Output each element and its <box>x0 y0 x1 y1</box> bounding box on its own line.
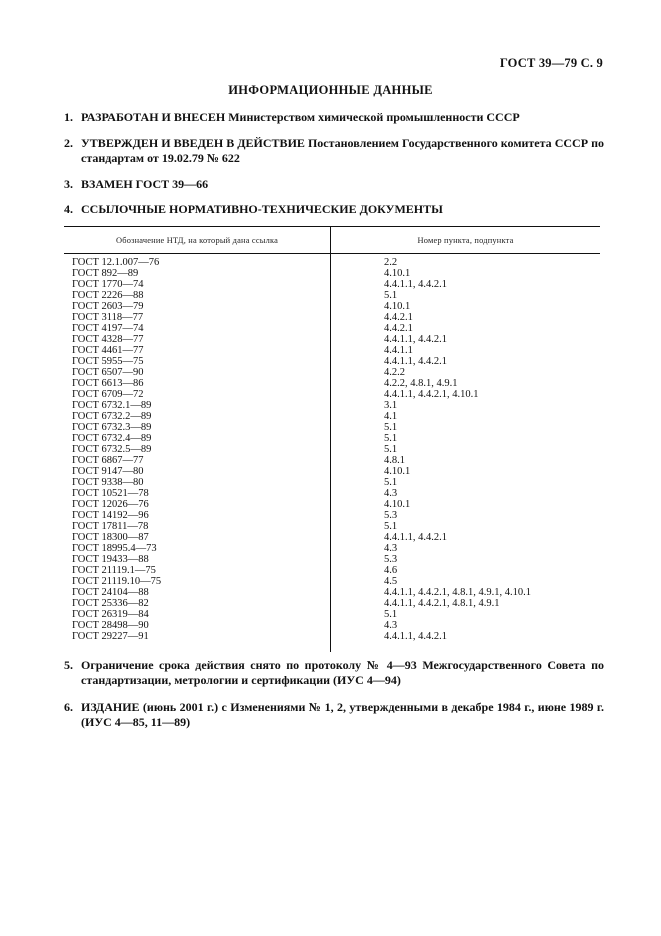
item-text: РАЗРАБОТАН И ВНЕСЕН Министерством химической промышленности СССР <box>81 110 520 124</box>
document-designation-cell: ГОСТ 4461—77 <box>64 345 331 356</box>
document-designation-cell: ГОСТ 25336—82 <box>64 598 331 609</box>
table-row <box>64 345 600 356</box>
table-row <box>64 631 600 652</box>
document-designation-cell: ГОСТ 6507—90 <box>64 367 331 378</box>
table-row <box>64 378 600 389</box>
item-number: 2. <box>64 136 73 150</box>
clause-number-cell: 4.4.1.1, 4.4.2.1 <box>384 631 447 642</box>
clause-number-cell: 5.1 <box>384 433 398 444</box>
clause-number-cell: 4.4.1.1, 4.4.2.1 <box>384 334 447 345</box>
clause-number-cell: 5.1 <box>384 444 398 455</box>
info-item-4 <box>64 202 604 217</box>
clause-number-cell: 4.3 <box>384 488 398 499</box>
document-designation-cell: ГОСТ 6709—72 <box>64 389 331 400</box>
document-designation-cell: ГОСТ 4328—77 <box>64 334 331 345</box>
document-designation-cell: ГОСТ 2226—88 <box>64 290 331 301</box>
table-row <box>64 254 600 269</box>
item-text: ИЗДАНИЕ (июнь 2001 г.) с Изменениями № 1, 2, утвержденными в декабре 1984 г., июне 1989 г. (ИУС 4—85, 11—89) <box>81 700 604 729</box>
document-designation-cell: ГОСТ 26319—84 <box>64 609 331 620</box>
table-row <box>64 433 600 444</box>
document-designation-cell: ГОСТ 18300—87 <box>64 532 331 543</box>
document-designation-cell: ГОСТ 10521—78 <box>64 488 331 499</box>
item-text: УТВЕРЖДЕН И ВВЕДЕН В ДЕЙСТВИЕ Постановлением Государственного комитета СССР по стандартам от 19.02.79 № 622 <box>81 136 604 165</box>
document-designation-cell: ГОСТ 14192—96 <box>64 510 331 521</box>
clause-number-cell: 4.4.1.1 <box>384 345 413 356</box>
clause-number-cell: 4.10.1 <box>384 499 411 510</box>
table-row <box>64 565 600 576</box>
reference-documents-table <box>64 226 600 652</box>
info-item-1 <box>64 110 604 125</box>
clause-number-cell: 2.2 <box>384 257 398 268</box>
section-title: ИНФОРМАЦИОННЫЕ ДАННЫЕ <box>228 83 433 97</box>
table-row <box>64 301 600 312</box>
table-row <box>64 466 600 477</box>
document-designation-cell: ГОСТ 28498—90 <box>64 620 331 631</box>
clause-number-cell: 4.4.1.1, 4.4.2.1, 4.10.1 <box>384 389 479 400</box>
clause-number-cell: 5.1 <box>384 521 398 532</box>
clause-number-cell: 4.10.1 <box>384 301 411 312</box>
table-row <box>64 510 600 521</box>
table-row <box>64 488 600 499</box>
table-row <box>64 279 600 290</box>
clause-number-cell: 5.1 <box>384 477 398 488</box>
clause-number-cell: 4.4.2.1 <box>384 323 413 334</box>
item-number: 5. <box>64 658 73 672</box>
clause-number-cell: 4.8.1 <box>384 455 405 466</box>
table-row <box>64 598 600 609</box>
clause-number-cell: 4.5 <box>384 576 398 587</box>
table-header-row <box>64 227 600 254</box>
clause-number-cell: 4.4.1.1, 4.4.2.1 <box>384 279 447 290</box>
clause-number-cell: 4.10.1 <box>384 466 411 477</box>
clause-number-cell: 4.6 <box>384 565 398 576</box>
column-header-document: Обозначение НТД, на который дана ссылка <box>64 227 331 254</box>
document-designation-cell: ГОСТ 21119.1—75 <box>64 565 331 576</box>
table-row <box>64 587 600 598</box>
clause-number-cell: 5.1 <box>384 290 398 301</box>
item-text: ССЫЛОЧНЫЕ НОРМАТИВНО-ТЕХНИЧЕСКИЕ ДОКУМЕНТЫ <box>81 202 443 216</box>
document-designation-cell: ГОСТ 6732.4—89 <box>64 433 331 444</box>
document-designation-cell: ГОСТ 18995.4—73 <box>64 543 331 554</box>
clause-number-cell: 4.10.1 <box>384 268 411 279</box>
clause-number-cell: 4.4.1.1, 4.4.2.1, 4.8.1, 4.9.1, 4.10.1 <box>384 587 531 598</box>
document-designation-cell: ГОСТ 9147—80 <box>64 466 331 477</box>
column-header-clause: Номер пункта, подпункта <box>331 227 601 254</box>
clause-number-cell: 4.1 <box>384 411 398 422</box>
clause-number-cell: 4.4.1.1, 4.4.2.1 <box>384 356 447 367</box>
document-designation-cell: ГОСТ 3118—77 <box>64 312 331 323</box>
document-designation-cell: ГОСТ 1770—74 <box>64 279 331 290</box>
table-row <box>64 389 600 400</box>
clause-number-cell: 4.3 <box>384 543 398 554</box>
table-row <box>64 444 600 455</box>
table-row <box>64 554 600 565</box>
document-designation-cell: ГОСТ 29227—91 <box>64 631 331 652</box>
clause-number-cell: 4.4.1.1, 4.4.2.1 <box>384 532 447 543</box>
document-designation-cell: ГОСТ 12026—76 <box>64 499 331 510</box>
item-number: 3. <box>64 177 73 191</box>
document-designation-cell: ГОСТ 12.1.007—76 <box>64 254 331 269</box>
document-designation-cell: ГОСТ 24104—88 <box>64 587 331 598</box>
table-row <box>64 455 600 466</box>
table-row <box>64 499 600 510</box>
item-text: ВЗАМЕН ГОСТ 39—66 <box>81 177 209 191</box>
table-row <box>64 268 600 279</box>
table-row <box>64 543 600 554</box>
document-designation-cell: ГОСТ 2603—79 <box>64 301 331 312</box>
item-number: 1. <box>64 110 73 124</box>
document-designation-cell: ГОСТ 6732.2—89 <box>64 411 331 422</box>
page-header-doc-ref: ГОСТ 39—79 С. 9 <box>499 56 603 70</box>
document-designation-cell: ГОСТ 6732.1—89 <box>64 400 331 411</box>
document-designation-cell: ГОСТ 9338—80 <box>64 477 331 488</box>
document-designation-cell: ГОСТ 5955—75 <box>64 356 331 367</box>
document-designation-cell: ГОСТ 19433—88 <box>64 554 331 565</box>
table-row <box>64 312 600 323</box>
table-row <box>64 576 600 587</box>
document-designation-cell: ГОСТ 17811—78 <box>64 521 331 532</box>
clause-number-cell: 4.2.2 <box>384 367 405 378</box>
table-row <box>64 367 600 378</box>
item-number: 6. <box>64 700 73 714</box>
document-designation-cell: ГОСТ 21119.10—75 <box>64 576 331 587</box>
table-row <box>64 411 600 422</box>
document-designation-cell: ГОСТ 6613—86 <box>64 378 331 389</box>
clause-number-cell: 3.1 <box>384 400 398 411</box>
clause-number-cell: 4.2.2, 4.8.1, 4.9.1 <box>384 378 458 389</box>
item-text: Ограничение срока действия снято по протоколу № 4—93 Межгосударственного Совета по стандартизации, метрологии и сертификации (ИУС 4—94) <box>81 658 604 687</box>
clause-number-cell: 4.4.2.1 <box>384 312 413 323</box>
table-row <box>64 290 600 301</box>
table-row <box>64 334 600 345</box>
document-designation-cell: ГОСТ 892—89 <box>64 268 331 279</box>
table-row <box>64 609 600 620</box>
document-designation-cell: ГОСТ 6867—77 <box>64 455 331 466</box>
table-row <box>64 521 600 532</box>
table-row <box>64 532 600 543</box>
clause-number-cell: 4.3 <box>384 620 398 631</box>
document-designation-cell: ГОСТ 6732.5—89 <box>64 444 331 455</box>
item-number: 4. <box>64 202 73 216</box>
info-item-3 <box>64 177 604 192</box>
document-designation-cell: ГОСТ 4197—74 <box>64 323 331 334</box>
clause-number-cell: 5.1 <box>384 609 398 620</box>
table-row <box>64 400 600 411</box>
table-row <box>64 323 600 334</box>
clause-number-cell: 5.1 <box>384 422 398 433</box>
table-body <box>64 254 600 653</box>
document-designation-cell: ГОСТ 6732.3—89 <box>64 422 331 433</box>
info-item-6 <box>64 700 604 730</box>
table-row <box>64 620 600 631</box>
table-row <box>64 422 600 433</box>
table-row <box>64 477 600 488</box>
info-item-5 <box>64 658 604 688</box>
table-row <box>64 356 600 367</box>
info-item-2 <box>64 136 604 166</box>
clause-number-cell: 4.4.1.1, 4.4.2.1, 4.8.1, 4.9.1 <box>384 598 500 609</box>
clause-number-cell: 5.3 <box>384 510 398 521</box>
clause-number-cell: 5.3 <box>384 554 398 565</box>
